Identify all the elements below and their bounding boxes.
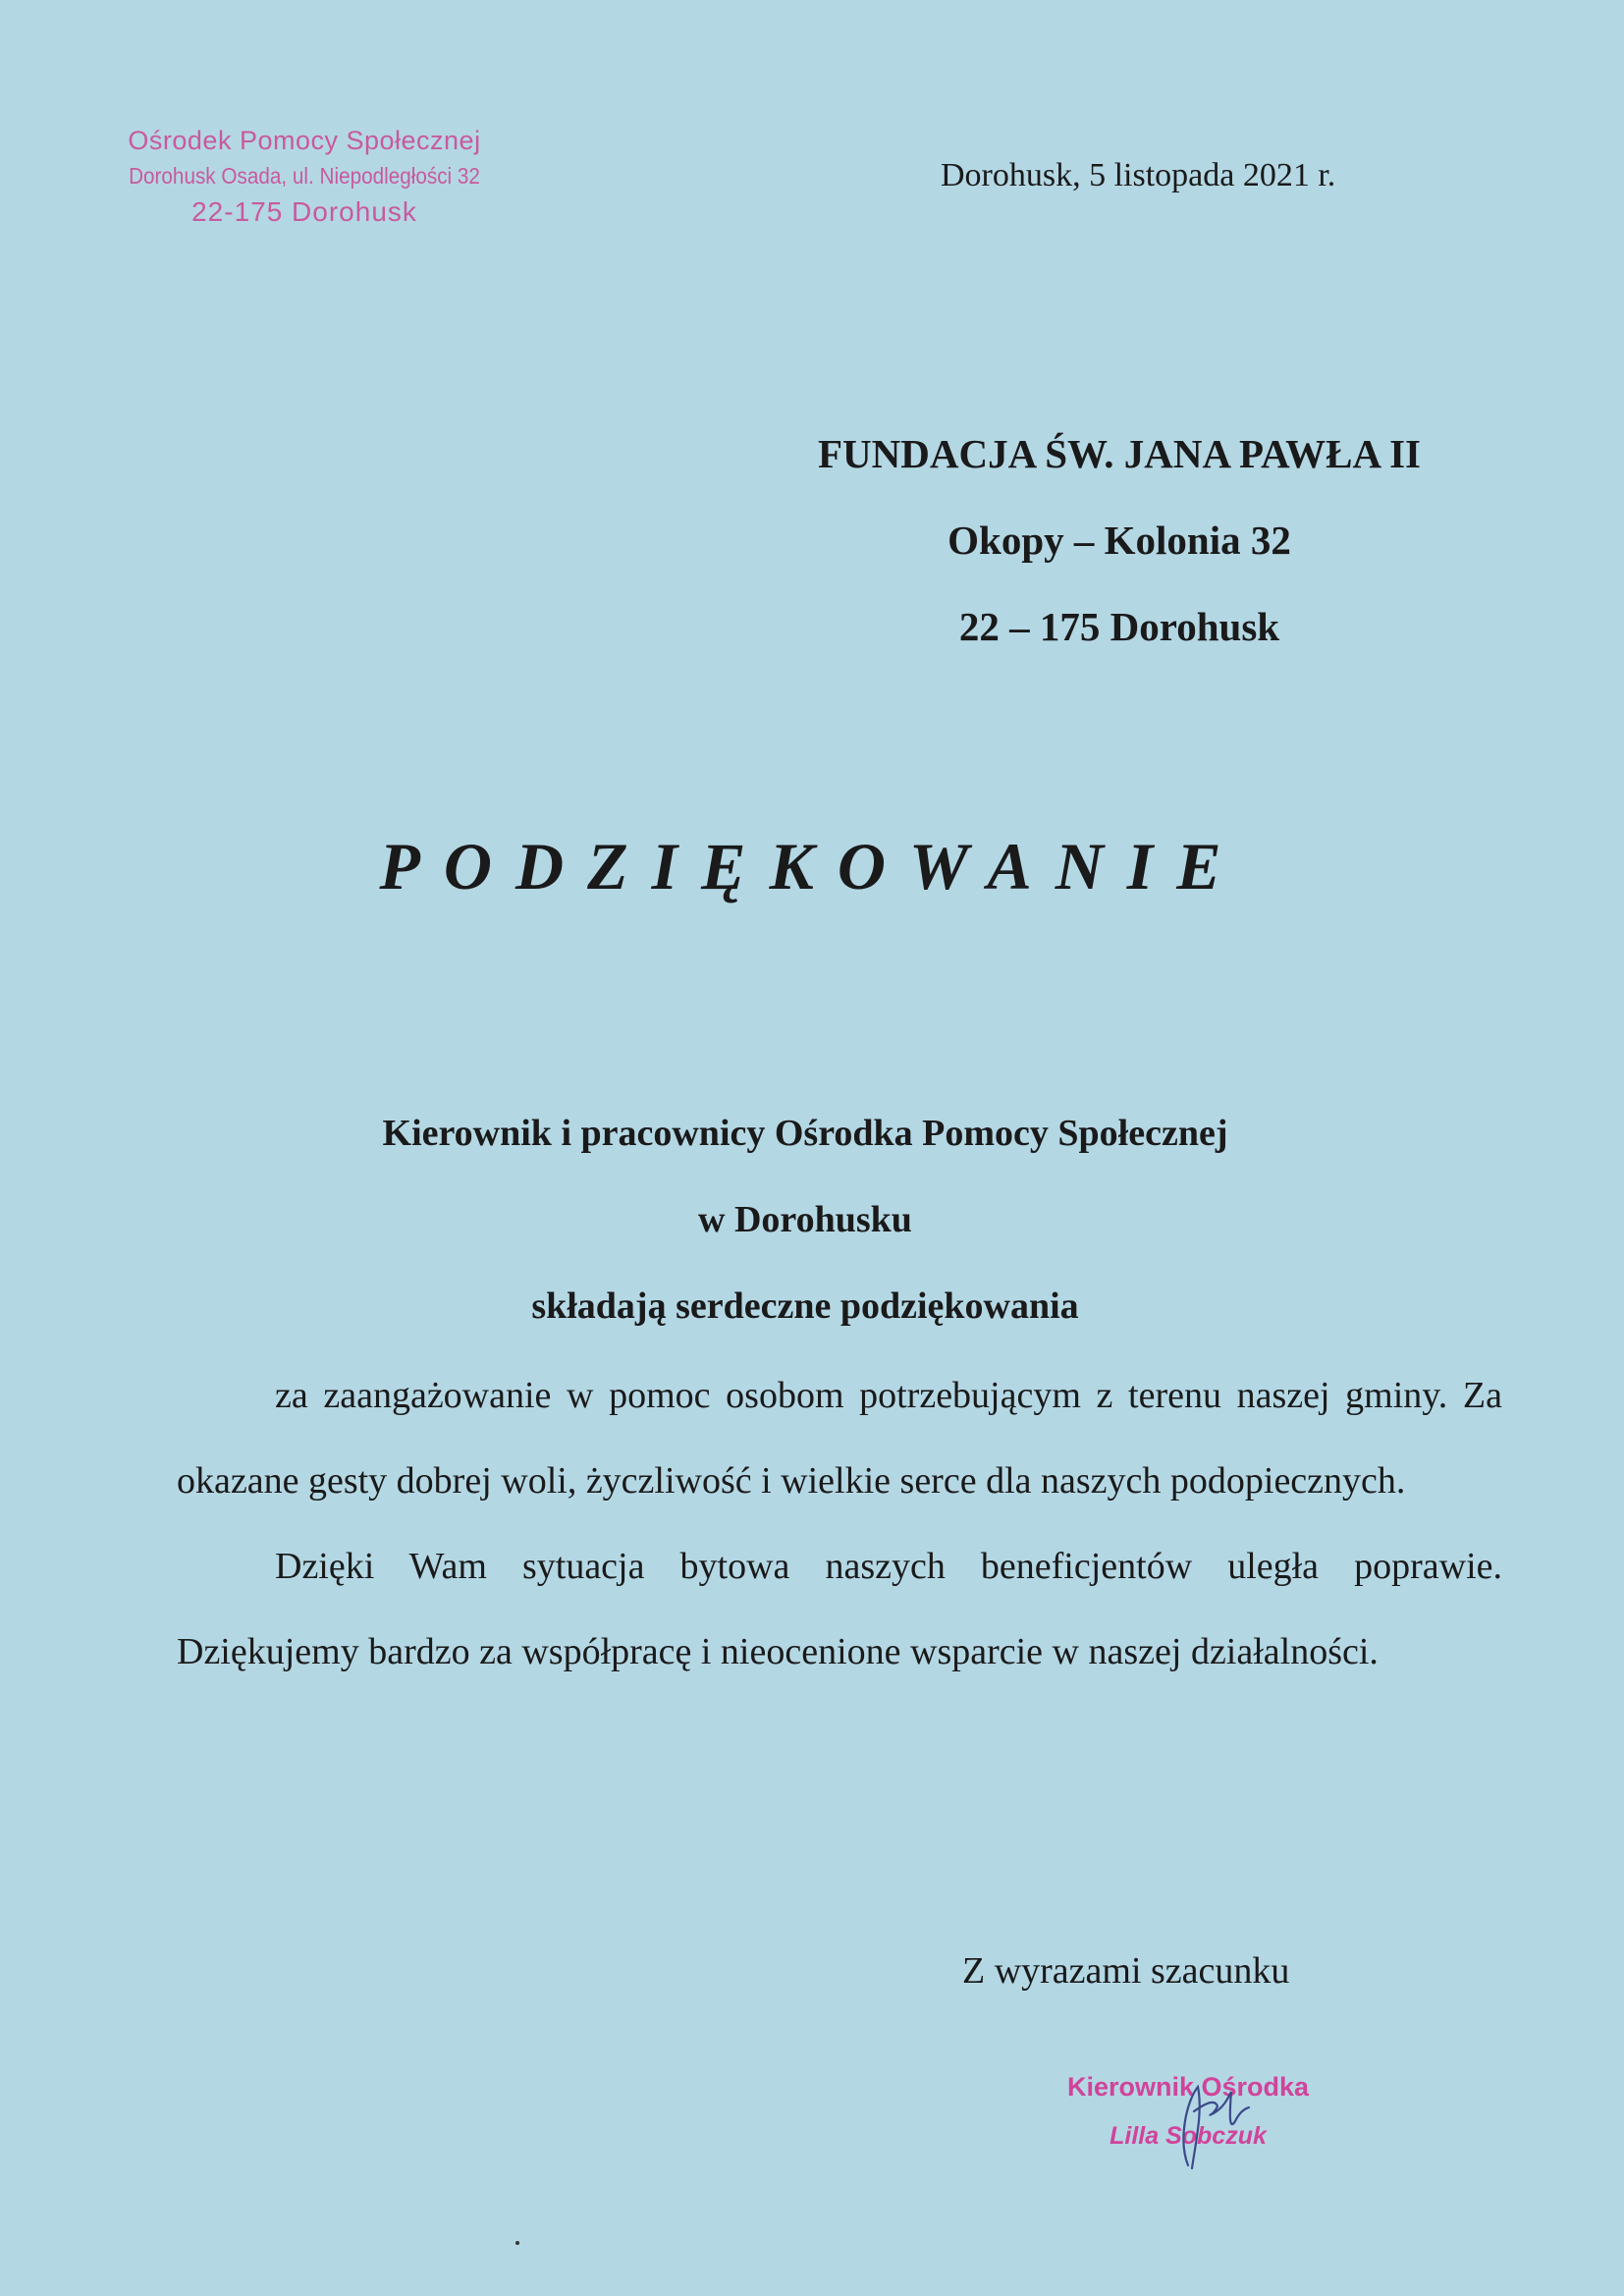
addressee-line2: Okopy – Kolonia 32 <box>947 518 1291 563</box>
intro-line1: Kierownik i pracownicy Ośrodka Pomocy Społecznej <box>382 1113 1228 1154</box>
body-paragraph-1: za zaangażowanie w pomoc osobom potrzebującym z terenu naszej gminy. Za okazane gesty dobrej woli, życzliwość i wielkie serce dla naszych podopiecznych. <box>177 1375 1502 1502</box>
date-line: Dorohusk, 5 listopada 2021 r. <box>941 157 1336 193</box>
addressee-block <box>717 410 1522 670</box>
signature-stamp-title: Kierownik Ośrodka <box>1066 2072 1310 2102</box>
intro-line2: w Dorohusku <box>698 1199 912 1240</box>
intro-block <box>216 1090 1394 1349</box>
handwritten-signature <box>1159 2072 1267 2180</box>
paper-speck <box>515 2241 519 2245</box>
document-title: PODZIĘKOWANIE <box>379 829 1245 903</box>
sender-stamp-line1: Ośrodek Pomocy Społecznej <box>128 126 481 155</box>
addressee-line3: 22 – 175 Dorohusk <box>958 604 1280 649</box>
body-paragraph-2: Dzięki Wam sytuacja bytowa naszych beneficjentów uległa poprawie. Dziękujemy bardzo za współpracę i nieocenione wsparcie w naszej działalności. <box>177 1546 1502 1672</box>
body-text <box>177 1353 1502 1695</box>
signature-stamp-name: Lilla Sobczuk <box>1110 2122 1267 2150</box>
sender-stamp <box>98 123 511 231</box>
closing-line: Z wyrazami szacunku <box>962 1950 1290 1992</box>
sender-stamp-line3: 22-175 Dorohusk <box>191 196 417 227</box>
sender-stamp-line2: Dorohusk Osada, ul. Niepodległości 32 <box>129 163 480 189</box>
intro-line3: składają serdeczne podziękowania <box>531 1285 1079 1327</box>
addressee-line1: FUNDACJA ŚW. JANA PAWŁA II <box>818 431 1421 476</box>
